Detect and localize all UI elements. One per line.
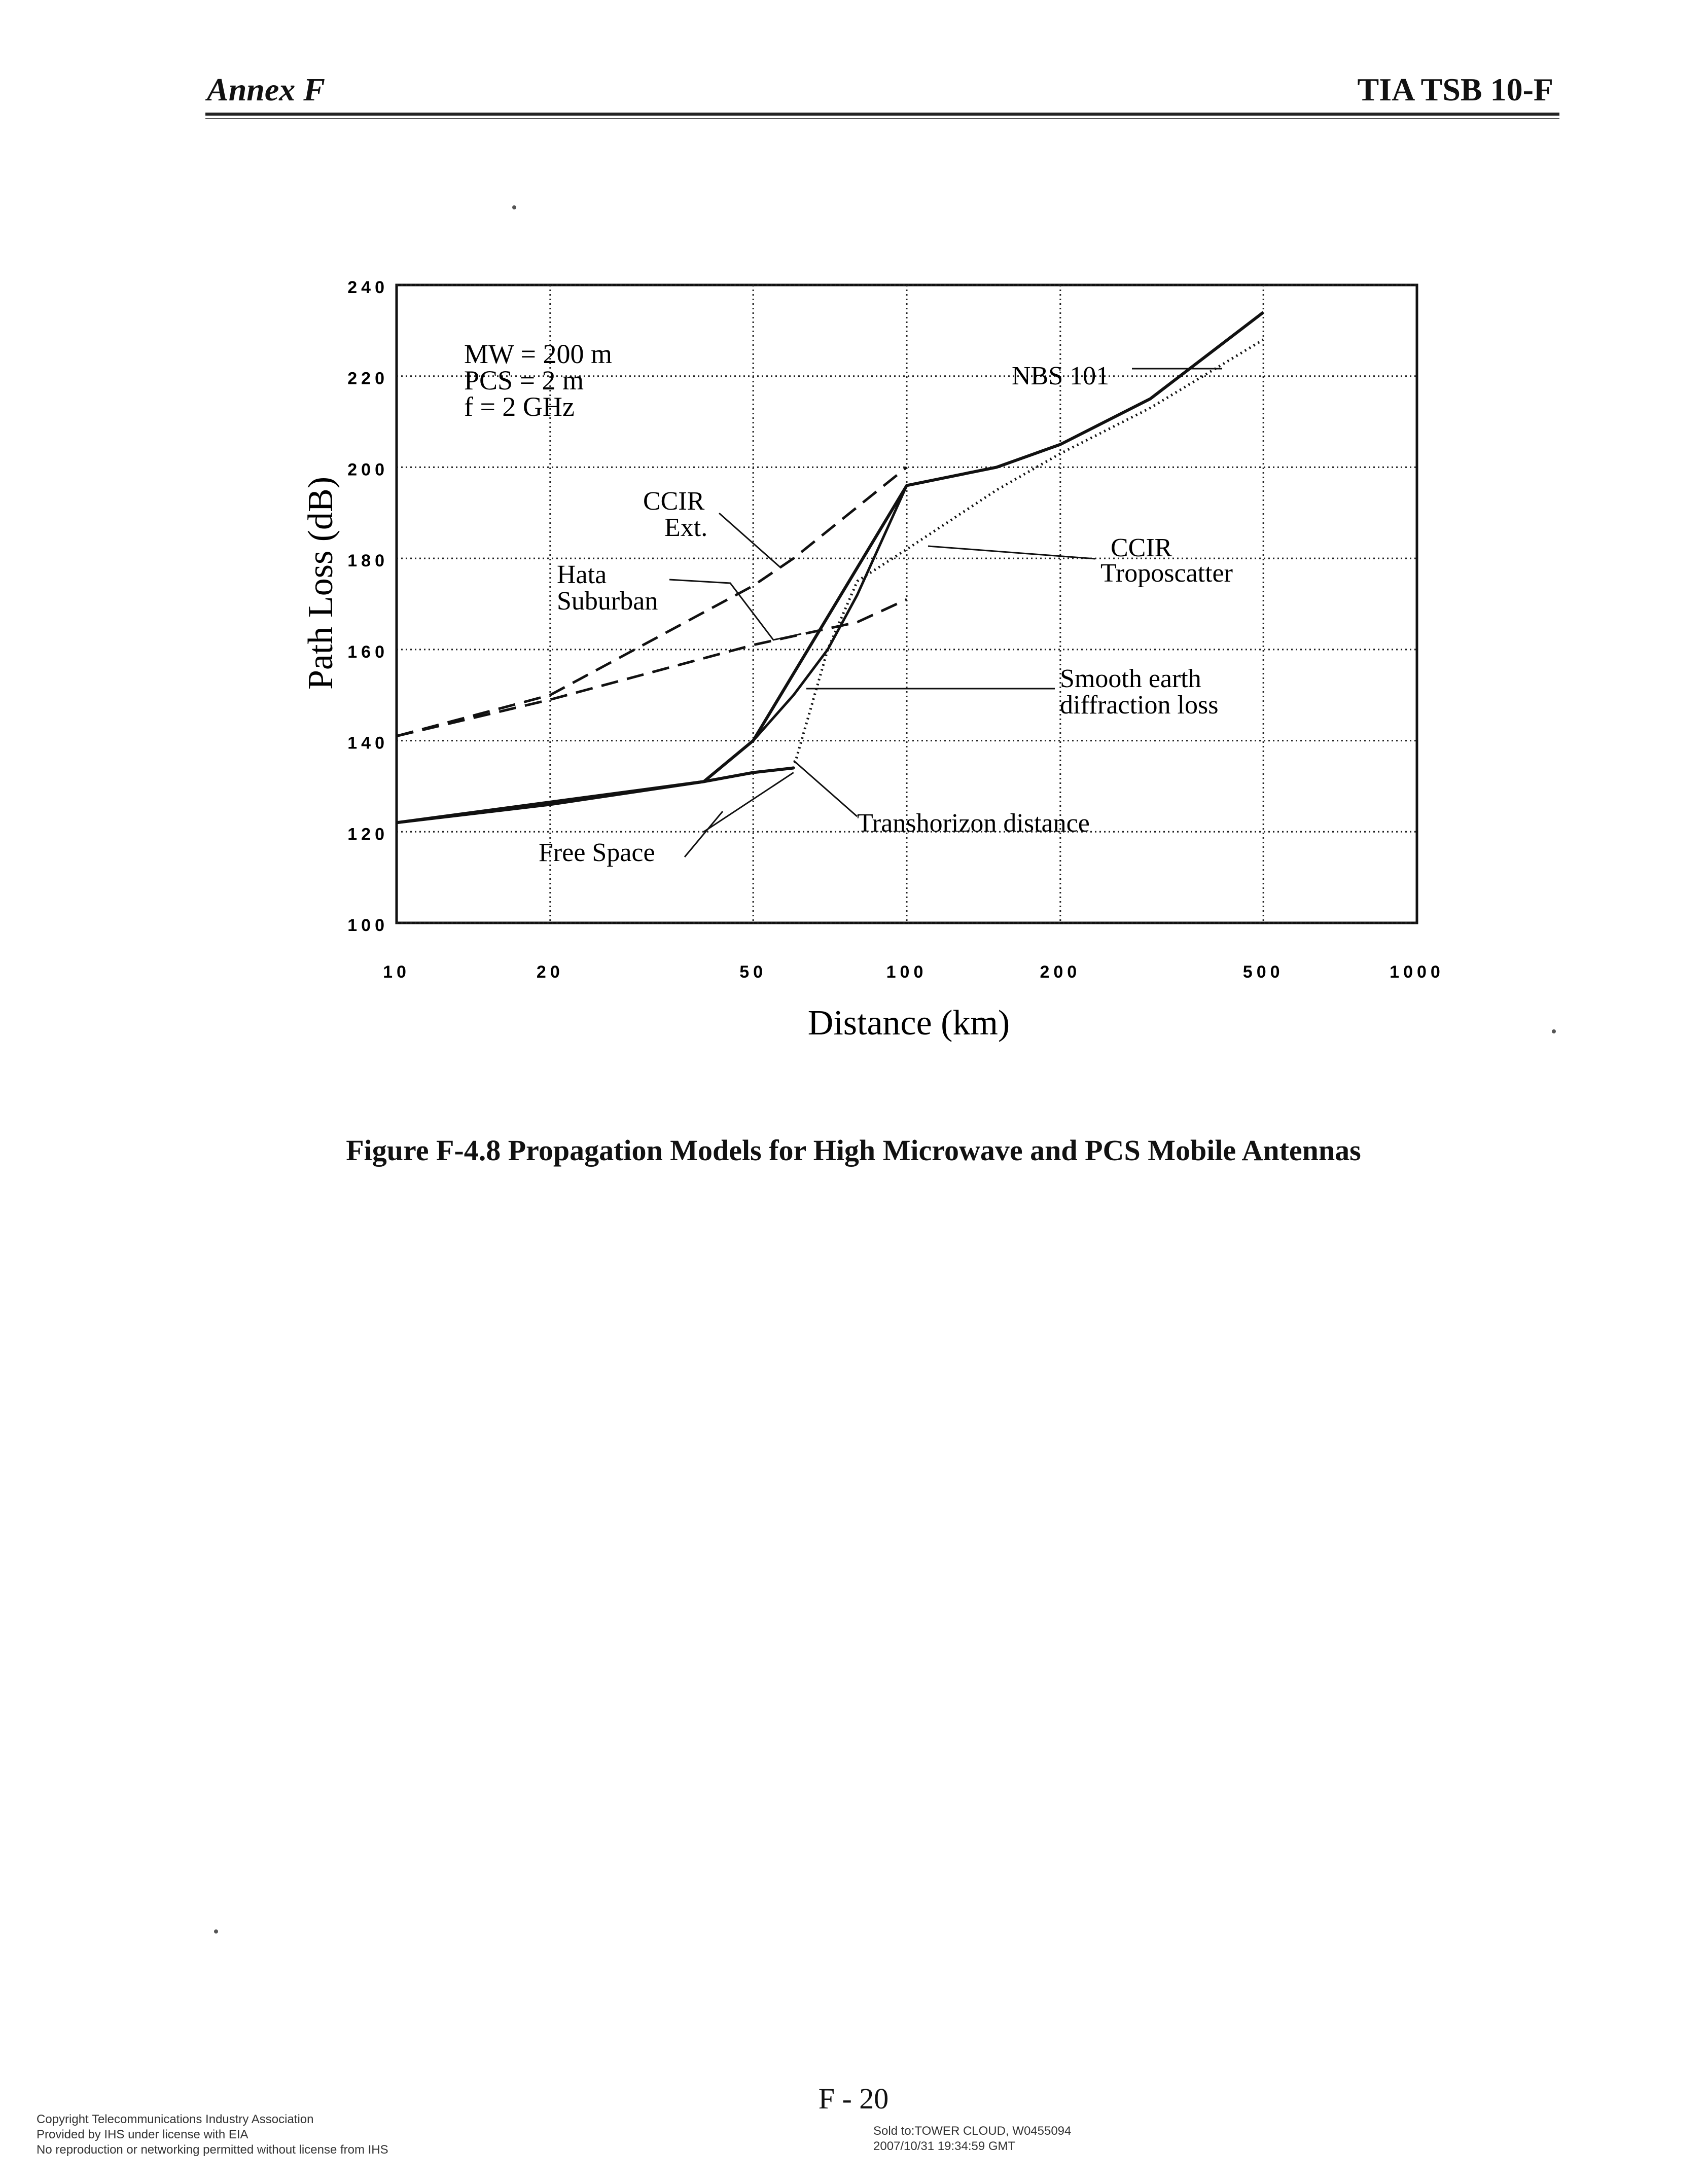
- x-tick-label: 50: [739, 962, 767, 982]
- footer-line: No reproduction or networking permitted without license from IHS: [37, 2143, 388, 2157]
- figure-caption: Figure F-4.8 Propagation Models for High Microwave and PCS Mobile Antennas: [346, 1134, 1361, 1167]
- annotation-ccir: CCIR: [1111, 533, 1172, 562]
- y-tick-label: 160: [347, 642, 388, 662]
- path-loss-chart: [0, 0, 1707, 1090]
- annotation-suburban: Suburban: [557, 587, 658, 616]
- x-tick-label: 100: [886, 962, 928, 982]
- y-tick-label: 240: [347, 278, 388, 297]
- annotation-leaders: [669, 369, 1222, 857]
- header-doc-id: TIA TSB 10-F: [1357, 71, 1553, 108]
- param-pcs: PCS = 2 m: [464, 365, 584, 396]
- y-axis-label: Path Loss (dB): [301, 477, 340, 690]
- y-tick-label: 140: [347, 733, 388, 753]
- header-annex: Annex F: [207, 71, 325, 108]
- page-number: F - 20: [818, 2082, 889, 2115]
- footer-line: Provided by IHS under license with EIA: [37, 2128, 248, 2141]
- footer-sold-to: [873, 2124, 1071, 2154]
- y-tick-label: 220: [347, 369, 388, 388]
- annotation-hata: Hata: [557, 560, 607, 589]
- y-tick-labels: [347, 278, 388, 935]
- footer-copyright: [37, 2112, 388, 2158]
- y-tick-label: 200: [347, 460, 388, 480]
- leader-line: [928, 546, 1095, 559]
- annotation-nbs-101: NBS 101: [1012, 362, 1110, 390]
- x-tick-label: 20: [536, 962, 564, 982]
- params-block: [464, 339, 612, 422]
- x-tick-label: 10: [383, 962, 410, 982]
- param-mw: MW = 200 m: [464, 339, 612, 369]
- x-tick-labels: [383, 962, 1444, 982]
- y-tick-label: 100: [347, 916, 388, 935]
- annotation-diffraction-loss: diffraction loss: [1060, 691, 1219, 720]
- annotation-troposcatter: Troposcatter: [1100, 559, 1233, 588]
- x-tick-label: 500: [1242, 962, 1284, 982]
- y-tick-label: 180: [347, 551, 388, 571]
- y-tick-label: 120: [347, 825, 388, 844]
- footer-line: 2007/10/31 19:34:59 GMT: [873, 2139, 1016, 2153]
- x-tick-label: 200: [1040, 962, 1081, 982]
- annotation-ccir: CCIR: [643, 487, 705, 516]
- footer-line: Copyright Telecommunications Industry Association: [37, 2113, 314, 2126]
- leader-line: [669, 580, 801, 640]
- x-axis-label: Distance (km): [807, 1004, 1010, 1043]
- footer-line: Sold to:TOWER CLOUD, W0455094: [873, 2124, 1072, 2138]
- scan-speck: [1552, 1029, 1556, 1033]
- leader-line: [719, 513, 781, 568]
- annotation-ext: Ext.: [664, 513, 708, 542]
- leader-line: [794, 761, 857, 816]
- leader-line: [685, 811, 723, 857]
- scan-speck: [214, 1929, 218, 1934]
- scan-speck: [512, 205, 516, 209]
- annotation-transhorizon-distance: Transhorizon distance: [857, 809, 1090, 838]
- annotation-free-space: Free Space: [539, 838, 655, 867]
- annotation-smooth-earth: Smooth earth: [1060, 664, 1201, 693]
- series-free-space-tail: [704, 773, 794, 832]
- param-freq: f = 2 GHz: [464, 391, 575, 422]
- x-tick-label: 1000: [1390, 962, 1444, 982]
